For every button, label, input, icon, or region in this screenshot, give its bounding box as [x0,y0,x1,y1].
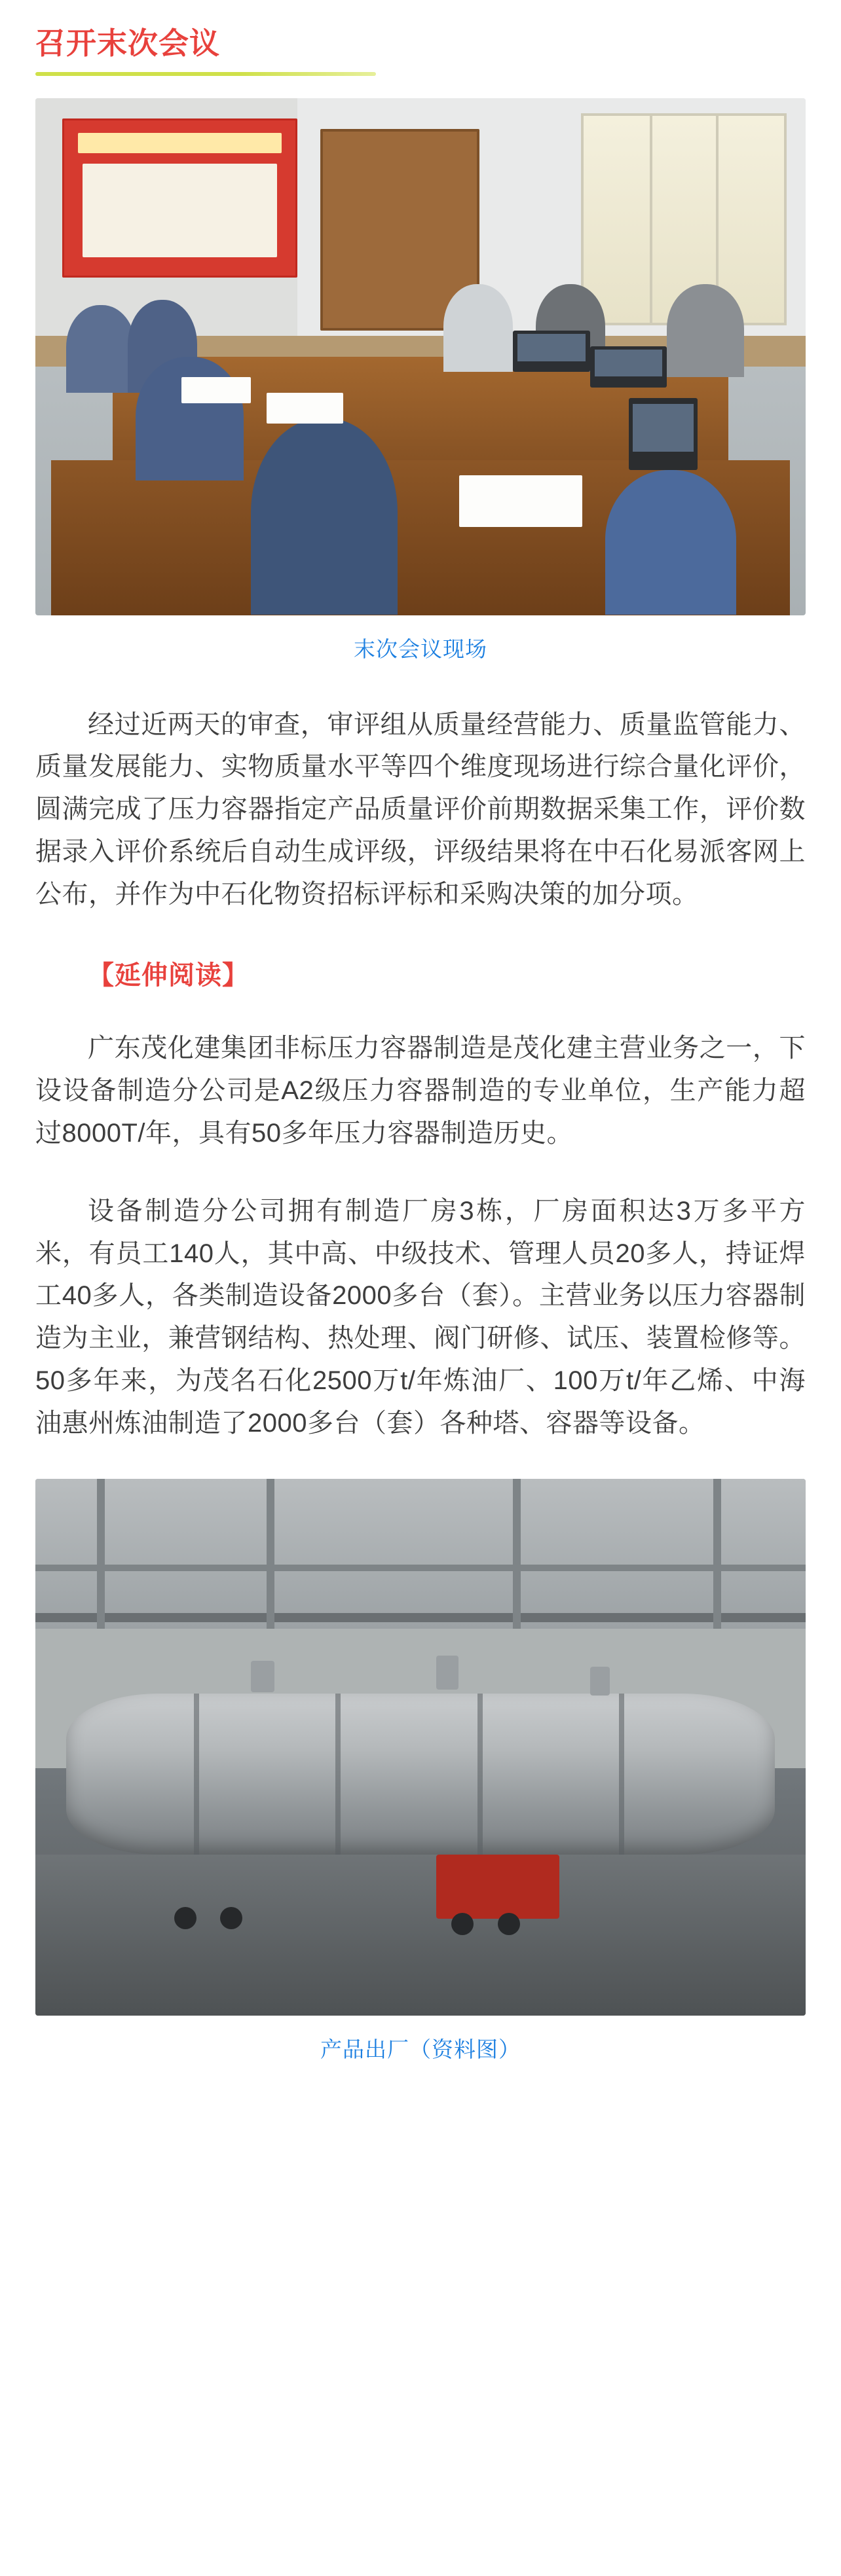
paragraph-review-summary: 经过近两天的审查，审评组从质量经营能力、质量监管能力、质量发展能力、实物质量水平等四个维度现场进行综合量化评价，圆满完成了压力容器指定产品质量评价前期数据采集工作，评价数据录入评价系统后自动生成评级，评级结果将在中石化易派客网上公布，并作为中石化物资招标评标和采购决策的加分项。 [35,710,806,909]
paragraph-company-intro: 广东茂化建集团非标压力容器制造是茂化建主营业务之一，下设设备制造分公司是A2级压力容器制造的专业单位，生产能力超过8000T/年，具有50多年压力容器制造历史。 [35,1034,806,1148]
heading-block [0,0,841,76]
paragraph-factory-details: 设备制造分公司拥有制造厂房3栋，厂房面积达3万多平方米，有员工140人，其中高、中级技术、管理人员20多人，持证焊工40多人，各类制造设备2000多台（套）。主营业务以压力容器制造为主业，兼营钢结构、热处理、阀门研修、试压、装置检修等。50多年来，为茂名石化2500万t/年炼油厂、100万t/年乙烯、中海油惠州炼油制造了2000多台（套）各种塔、容器等设备。 [35,1196,806,1438]
meeting-photo-caption: 末次会议现场 [354,636,487,661]
title-underline-rule [35,72,376,76]
meeting-figure [35,98,806,663]
product-delivery-photo [35,1479,806,2016]
product-delivery-figure [35,1479,806,2063]
article-body [0,704,841,1445]
further-reading-tag: 【延伸阅读】 [88,961,249,990]
meeting-photo [35,98,806,615]
page-title: 召开末次会议 [35,26,220,60]
party-banner-decor [62,118,297,278]
pressure-vessel-decor [66,1694,775,1855]
product-delivery-photo-caption: 产品出厂（资料图） [320,2037,521,2061]
